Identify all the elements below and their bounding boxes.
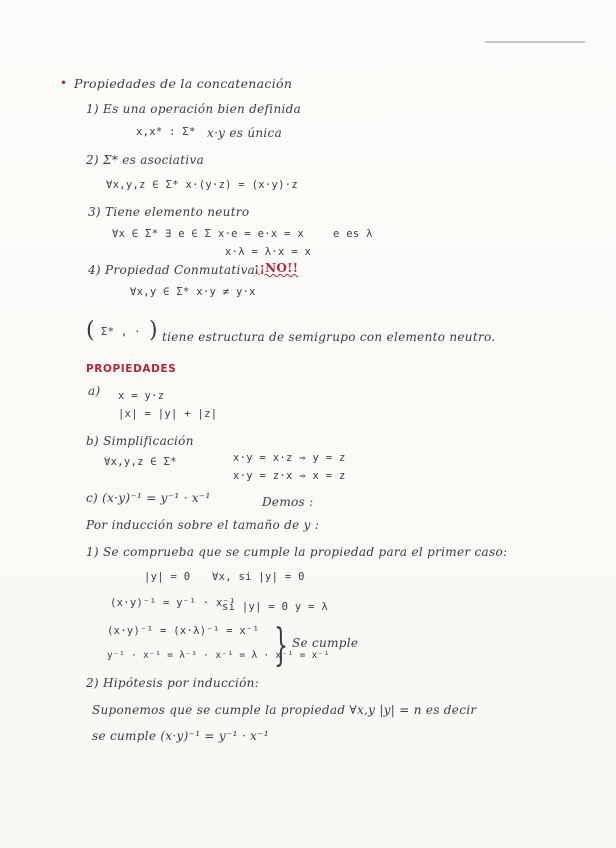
induction-intro: Por inducción sobre el tamaño de y : xyxy=(86,518,320,532)
item-c-label: c) (x·y)⁻¹ = y⁻¹ · x⁻¹ xyxy=(86,491,211,505)
step-2-a: Suponemos que se cumple la propiedad ∀x,y |y| = n es decir xyxy=(92,703,477,717)
step-1-c: (x·y)⁻¹ = y⁻¹ · x⁻¹ xyxy=(110,597,236,609)
bullet-dot: • xyxy=(60,76,68,90)
monoid-text: tiene estructura de semigrupo con elemento neutro. xyxy=(162,330,496,344)
property-4-tag: ¡¡NO!! xyxy=(254,261,299,275)
item-b-label: b) Simplificación xyxy=(86,434,194,448)
property-1-label: 1) Es una operación bien definida xyxy=(86,102,302,116)
property-1-expr-a: x,x* : Σ* xyxy=(136,126,196,138)
step-1-conclusion: Se cumple xyxy=(292,636,359,650)
monoid-close-paren: ) xyxy=(149,318,158,343)
monoid-symbol: Σ* , · xyxy=(101,326,141,338)
step-1-d: si |y| = 0 y = λ xyxy=(222,601,328,613)
item-a-expr-1: x = y·z xyxy=(118,390,165,402)
property-2-label: 2) Σ* es asociativa xyxy=(86,153,205,167)
property-4-label: 4) Propiedad Conmutativa xyxy=(88,263,256,277)
item-a-label: a) xyxy=(88,384,101,398)
step-1-e: (x·y)⁻¹ = (x·λ)⁻¹ = x⁻¹ xyxy=(107,625,260,637)
property-3-label: 3) Tiene elemento neutro xyxy=(88,205,250,219)
property-3-expr-b: e es λ xyxy=(333,228,373,240)
notes-title: Propiedades de la concatenación xyxy=(74,76,293,91)
right-brace: } xyxy=(274,620,288,671)
item-b-expr-c: x·y = z·x ⇒ x = z xyxy=(233,470,346,482)
property-1-expr-b: x·y es única xyxy=(207,126,283,140)
step-2-b: se cumple (x·y)⁻¹ = y⁻¹ · x⁻¹ xyxy=(92,729,269,743)
item-c-demo: Demos : xyxy=(262,495,314,509)
property-2-expr: ∀x,y,z ∈ Σ* x·(y·z) = (x·y)·z xyxy=(106,179,299,191)
item-a-expr-2: |x| = |y| + |z| xyxy=(118,408,218,420)
property-3-expr-a: ∀x ∈ Σ* ∃ e ∈ Σ x·e = e·x = x xyxy=(112,228,305,240)
step-1-b: ∀x, si |y| = 0 xyxy=(212,571,305,583)
section-heading: PROPIEDADES xyxy=(86,363,177,375)
page-edge-mark xyxy=(485,41,585,43)
monoid-open-paren: ( xyxy=(86,318,95,343)
step-2: 2) Hipótesis por inducción: xyxy=(86,676,260,690)
step-1: 1) Se comprueba que se cumple la propiedad para el primer caso: xyxy=(86,545,508,559)
property-3-expr-c: x·λ = λ·x = x xyxy=(225,246,312,258)
property-4-expr: ∀x,y ∈ Σ* x·y ≠ y·x xyxy=(130,286,256,298)
step-1-a: |y| = 0 xyxy=(144,571,191,583)
item-b-expr-a: ∀x,y,z ∈ Σ* xyxy=(104,456,177,468)
step-1-f: y⁻¹ · x⁻¹ = λ⁻¹ · x⁻¹ = λ · x⁻¹ = x⁻¹ xyxy=(107,650,330,661)
item-b-expr-b: x·y = x·z ⇒ y = z xyxy=(233,452,346,464)
